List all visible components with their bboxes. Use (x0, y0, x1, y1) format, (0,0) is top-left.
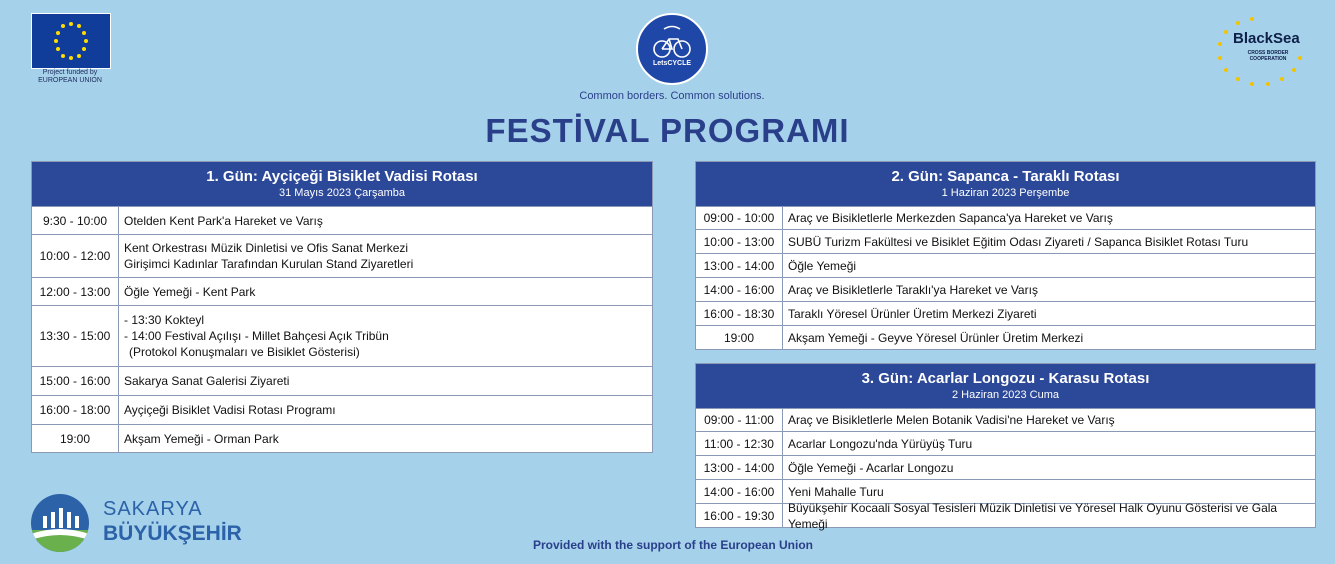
activity-cell (119, 207, 652, 234)
day2-date: 1 Haziran 2023 Perşembe (941, 187, 1070, 199)
activity-line: Akşam Yemeği - Geyve Yöresel Ürünler Üretim Merkezi (788, 330, 1084, 345)
day1-date: 31 Mayıs 2023 Çarşamba (279, 187, 405, 199)
activity-cell (783, 326, 1315, 349)
time-cell: 14:00 - 16:00 (696, 480, 783, 503)
day3-title: 3. Gün: Acarlar Longozu - Karasu Rotası (861, 370, 1150, 387)
time-cell: 19:00 (696, 326, 783, 349)
activity-line: Araç ve Bisikletlerle Taraklı'ya Hareket ve Varış (788, 282, 1038, 297)
table-row (32, 395, 652, 424)
activity-cell (119, 278, 652, 305)
activity-cell (783, 409, 1315, 431)
eu-caption-line2: EUROPEAN UNION (38, 77, 102, 84)
time-cell: 12:00 - 13:00 (32, 278, 119, 305)
activity-line: (Protokol Konuşmaları ve Bisiklet Gösterisi) (129, 345, 360, 359)
activity-cell (119, 235, 652, 277)
time-cell: 16:00 - 18:00 (32, 396, 119, 424)
activity-line: Büyükşehir Kocaali Sosyal Tesisleri Müzik Dinletisi ve Yöresel Halk Oyunu Gösterisi ve Gala Yemeği (788, 500, 1278, 531)
day2-table (695, 161, 1316, 350)
table-row (32, 206, 652, 234)
blacksea-sub-line2: COOPERATION (1249, 56, 1287, 62)
activity-cell (783, 230, 1315, 253)
table-row (32, 424, 652, 452)
activity-cell (119, 396, 652, 424)
time-cell: 16:00 - 19:30 (696, 504, 783, 527)
activity-line: Akşam Yemeği - Orman Park (124, 431, 279, 446)
activity-cell (783, 207, 1315, 229)
sakarya-logo-text-line2: BÜYÜKŞEHİR (103, 522, 242, 545)
day3-date: 2 Haziran 2023 Cuma (951, 389, 1059, 401)
time-cell: 9:30 - 10:00 (32, 207, 119, 234)
table-row (32, 277, 652, 305)
time-cell: 10:00 - 13:00 (696, 230, 783, 253)
day1-title: 1. Gün: Ayçiçeği Bisiklet Vadisi Rotası (206, 168, 478, 185)
activity-line: - 13:30 Kokteyl (124, 313, 205, 327)
table-row (32, 305, 652, 366)
time-cell: 11:00 - 12:30 (696, 432, 783, 455)
blacksea-subtitle (1236, 50, 1300, 62)
time-cell: 13:00 - 14:00 (696, 456, 783, 479)
activity-line: Otelden Kent Park'a Hareket ve Varış (124, 213, 323, 228)
activity-cell (119, 306, 652, 366)
activity-cell (119, 425, 652, 452)
footer-note: Provided with the support of the European Union (533, 538, 813, 552)
day2-title: 2. Gün: Sapanca - Taraklı Rotası (891, 168, 1120, 185)
activity-line: Girişimci Kadınlar Tarafından Kurulan Stand Ziyaretleri (124, 257, 414, 271)
table-row (696, 431, 1315, 455)
activity-line: Taraklı Yöresel Ürünler Üretim Merkezi Ziyareti (788, 306, 1037, 321)
activity-cell (783, 432, 1315, 455)
time-cell: 16:00 - 18:30 (696, 302, 783, 325)
time-cell: 09:00 - 11:00 (696, 409, 783, 431)
sakarya-logo-text-line1: SAKARYA (103, 498, 203, 520)
sakarya-emblem-icon (31, 494, 89, 552)
activity-line: Acarlar Longozu'nda Yürüyüş Turu (788, 436, 973, 451)
letscycle-logo-text: LetsCYCLE (652, 60, 692, 67)
day1-rows (32, 206, 652, 452)
table-row (696, 408, 1315, 431)
letscycle-logo (636, 13, 708, 85)
table-row (696, 229, 1315, 253)
eu-stars-icon (32, 14, 110, 68)
table-row (696, 455, 1315, 479)
activity-line: SUBÜ Turizm Fakültesi ve Bisiklet Eğitim Odası Ziyareti / Sapanca Bisiklet Rotası Turu (788, 234, 1249, 249)
table-row (696, 325, 1315, 349)
blacksea-sub-line1: CROSS BORDER (1247, 50, 1289, 56)
table-row (696, 500, 1315, 531)
activity-line: Sakarya Sanat Galerisi Ziyareti (124, 374, 290, 388)
bicycle-icon (638, 15, 706, 83)
eu-caption-line1: Project funded by (42, 69, 98, 76)
activity-cell (783, 254, 1315, 277)
activity-line: Öğle Yemeği - Acarlar Longozu (788, 460, 954, 475)
table-row (696, 277, 1315, 301)
activity-cell (783, 278, 1315, 301)
day2-header (696, 162, 1315, 206)
day1-table (31, 161, 653, 453)
activity-line: Yeni Mahalle Turu (788, 484, 884, 499)
activity-line: Araç ve Bisikletlerle Merkezden Sapanca'ya Hareket ve Varış (788, 211, 1113, 225)
eu-caption (22, 69, 118, 85)
time-cell: 10:00 - 12:00 (32, 235, 119, 277)
activity-line: Kent Orkestrası Müzik Dinletisi ve Ofis Sanat Merkezi (124, 241, 409, 255)
activity-line: Ayçiçeği Bisiklet Vadisi Rotası Programı (124, 403, 336, 417)
activity-cell (119, 367, 652, 395)
table-row (696, 253, 1315, 277)
time-cell: 13:00 - 14:00 (696, 254, 783, 277)
page-title: FESTİVAL PROGRAMI (485, 112, 850, 149)
time-cell: 14:00 - 16:00 (696, 278, 783, 301)
activity-line: Öğle Yemeği - Kent Park (124, 284, 256, 299)
table-row (32, 366, 652, 395)
day3-rows (696, 408, 1315, 531)
sakarya-emblem-graphic (31, 494, 89, 552)
table-row (32, 234, 652, 277)
activity-line: - 14:00 Festival Açılışı - Millet Bahçesi Açık Tribün (124, 329, 389, 343)
blacksea-title: BlackSea (1233, 30, 1300, 47)
activity-cell (783, 500, 1315, 531)
activity-line: Araç ve Bisikletlerle Melen Botanik Vadisi'ne Hareket ve Varış (788, 413, 1115, 427)
activity-line: Öğle Yemeği (788, 258, 857, 273)
time-cell: 19:00 (32, 425, 119, 452)
day2-rows (696, 206, 1315, 349)
day1-header (32, 162, 652, 206)
day3-table (695, 363, 1316, 531)
time-cell: 13:30 - 15:00 (32, 306, 119, 366)
time-cell: 09:00 - 10:00 (696, 207, 783, 229)
table-row (696, 301, 1315, 325)
tagline: Common borders. Common solutions. (579, 90, 765, 102)
activity-cell (783, 456, 1315, 479)
table-row (696, 206, 1315, 229)
eu-flag-logo (31, 13, 111, 69)
day3-header (696, 364, 1315, 408)
activity-cell (783, 302, 1315, 325)
time-cell: 15:00 - 16:00 (32, 367, 119, 395)
